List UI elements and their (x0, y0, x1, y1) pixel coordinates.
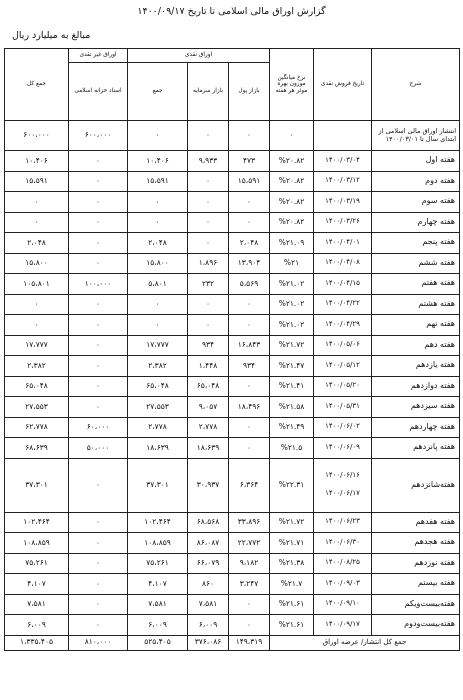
cell-date: ۱۴۰۰/۰۶/۲۳ (314, 512, 372, 533)
cell-capital-market: ۹،۰۵۷ (188, 397, 229, 418)
cell-treasury: ۰ (69, 233, 128, 254)
table-row (5, 171, 460, 192)
cell-total: ۶۰۰،۰۰۰ (5, 121, 69, 151)
cell-total: ۶،۰۰۹ (5, 615, 69, 636)
cell-desc: هفته هفتم (372, 274, 460, 295)
table-row (5, 533, 460, 554)
cell-total: ۳۷،۳۰۱ (5, 458, 69, 512)
cell-total: ۰ (5, 294, 69, 315)
table-row (5, 233, 460, 254)
cell-desc: هفته سوم (372, 192, 460, 213)
cell-money-market: ۱۸،۴۹۶ (229, 397, 270, 418)
cell-total: ۲،۳۸۲ (5, 356, 69, 377)
cell-treasury: ۰ (69, 335, 128, 356)
cell-total: ۱۰۸،۸۵۹ (5, 533, 69, 554)
cell-desc: هفته پانزدهم (372, 438, 460, 459)
table-row (5, 212, 460, 233)
cell-money-market: ۰ (229, 121, 270, 151)
cell-cash-sum: ۰ (128, 294, 188, 315)
cell-treasury: ۰ (69, 615, 128, 636)
cell-ytm: %۲۱.۷۲ (270, 512, 314, 533)
col-header-ytm: نرخ میانگین موزون بهره موثر هر هفته (270, 49, 314, 121)
cell-ytm: %۲۱.۴۹ (270, 417, 314, 438)
table-row-opening (5, 121, 460, 151)
cell-ytm: %۲۱.۰۲ (270, 294, 314, 315)
cell-ytm: %۲۱.۴۱ (270, 376, 314, 397)
cell-ytm: %۲۱ (270, 253, 314, 274)
cell-total: ۱۷،۷۷۷ (5, 335, 69, 356)
cell-ytm: ۰ (270, 121, 314, 151)
cell-cash-sum: ۱۷،۷۷۷ (128, 335, 188, 356)
cell-treasury: ۶۰۰،۰۰۰ (69, 121, 128, 151)
cell-desc: هفته نهم (372, 315, 460, 336)
cell-ytm: %۲۱.۰۲ (270, 274, 314, 295)
table-row (5, 615, 460, 636)
table-row (5, 294, 460, 315)
cell-total-desc: جمع کل انتشار/ عرضه اوراق (270, 635, 460, 650)
cell-date (314, 458, 372, 512)
cell-desc: هفته یازدهم (372, 356, 460, 377)
cell-ytm: %۲۱.۰۹ (270, 233, 314, 254)
cell-capital-market: ۳۷۶،۰۸۶ (188, 635, 229, 650)
cell-money-market: ۰ (229, 438, 270, 459)
table-row (5, 512, 460, 533)
cell-capital-market: ۱،۴۴۸ (188, 356, 229, 377)
cell-total: ۲،۰۴۸ (5, 233, 69, 254)
cell-total: ۰ (5, 192, 69, 213)
cell-date: ۱۴۰۰/۰۵/۰۶ (314, 335, 372, 356)
table-row (5, 356, 460, 377)
table-row (5, 335, 460, 356)
cell-date-line: ۱۴۰۰/۰۶/۱۶ (325, 471, 360, 480)
cell-date: ۱۴۰۰/۰۳/۰۴ (314, 151, 372, 172)
cell-money-market: ۴۷۳ (229, 151, 270, 172)
cell-capital-market: ۲۳۲ (188, 274, 229, 295)
cell-cash-sum: ۴،۱۰۷ (128, 574, 188, 595)
cell-cash-sum: ۷،۵۸۱ (128, 594, 188, 615)
cell-treasury: ۰ (69, 151, 128, 172)
table-row (5, 594, 460, 615)
cell-date: ۱۴۰۰/۰۹/۰۳ (314, 574, 372, 595)
cell-treasury: ۸۱۰،۰۰۰ (69, 635, 128, 650)
cell-date: ۱۴۰۰/۰۴/۱۵ (314, 274, 372, 295)
cell-money-market: ۳۳،۸۹۶ (229, 512, 270, 533)
cell-ytm: %۲۱.۴۷ (270, 356, 314, 377)
cell-treasury: ۶۰،۰۰۰ (69, 417, 128, 438)
col-header-desc: شرح (372, 49, 460, 121)
cell-money-market: ۶،۳۶۴ (229, 458, 270, 512)
cell-capital-market: ۰ (188, 233, 229, 254)
cell-cash-sum: ۲،۳۸۲ (128, 356, 188, 377)
cell-ytm: %۲۱.۳۸ (270, 553, 314, 574)
cell-capital-market: ۶۸،۵۶۸ (188, 512, 229, 533)
cell-total: ۶۸،۶۳۹ (5, 438, 69, 459)
cell-desc: هفته‌بیست‌ودوم (372, 615, 460, 636)
cell-desc: هفته هفدهم (372, 512, 460, 533)
cell-desc: هفته دوازدهم (372, 376, 460, 397)
col-header-sale-date: تاریخ فروش نقدی (314, 49, 372, 121)
cell-cash-sum: ۵۲۵،۴۰۵ (128, 635, 188, 650)
table-row (5, 151, 460, 172)
cell-ytm: %۲۱.۶۱ (270, 594, 314, 615)
cell-date: ۱۴۰۰/۰۴/۰۱ (314, 233, 372, 254)
cell-desc: هفته‌شانزدهم (372, 458, 460, 512)
cell-capital-market: ۲،۷۷۸ (188, 417, 229, 438)
cell-treasury: ۰ (69, 553, 128, 574)
cell-treasury: ۰ (69, 458, 128, 512)
cell-total: ۱۵،۸۰۰ (5, 253, 69, 274)
cell-cash-sum: ۱۰۸،۸۵۹ (128, 533, 188, 554)
cell-date (314, 121, 372, 151)
cell-ytm: %۲۱.۵ (270, 438, 314, 459)
cell-ytm: %۲۲.۳۱ (270, 458, 314, 512)
cell-capital-market: ۷،۵۸۱ (188, 594, 229, 615)
table-row (5, 253, 460, 274)
cell-cash-sum: ۲،۷۷۸ (128, 417, 188, 438)
cell-money-market: ۱۴۹،۳۱۹ (229, 635, 270, 650)
cell-total: ۰ (5, 212, 69, 233)
cell-ytm: %۲۰.۸۲ (270, 212, 314, 233)
cell-money-market: ۰ (229, 294, 270, 315)
cell-total: ۷۵،۲۶۱ (5, 553, 69, 574)
cell-treasury: ۰ (69, 294, 128, 315)
cell-treasury: ۵۰،۰۰۰ (69, 438, 128, 459)
cell-money-market: ۵،۵۶۹ (229, 274, 270, 295)
cell-capital-market: ۰ (188, 121, 229, 151)
cell-total: ۱۰۲،۴۶۴ (5, 512, 69, 533)
cell-money-market: ۰ (229, 315, 270, 336)
table-row (5, 192, 460, 213)
cell-capital-market: ۸۶۰ (188, 574, 229, 595)
col-header-money-market: بازار پول (229, 63, 270, 121)
col-group-cash: اوراق نقدی (128, 49, 270, 63)
cell-money-market: ۲،۰۴۸ (229, 233, 270, 254)
cell-date: ۱۴۰۰/۰۴/۲۲ (314, 294, 372, 315)
cell-date: ۱۴۰۰/۰۹/۱۷ (314, 615, 372, 636)
col-group-noncash: اوراق غیر نقدی (69, 49, 128, 63)
cell-ytm: %۲۰.۸۲ (270, 192, 314, 213)
cell-money-market: ۰ (229, 417, 270, 438)
cell-desc: هفته نوزدهم (372, 553, 460, 574)
cell-cash-sum: ۰ (128, 121, 188, 151)
cell-money-market: ۱۵،۵۹۱ (229, 171, 270, 192)
cell-cash-sum: ۷۵،۲۶۱ (128, 553, 188, 574)
cell-total: ۶۲،۷۷۸ (5, 417, 69, 438)
cell-date: ۱۴۰۰/۰۳/۲۶ (314, 212, 372, 233)
cell-money-market: ۰ (229, 615, 270, 636)
cell-desc: هفته ششم (372, 253, 460, 274)
cell-ytm: %۲۱.۶۱ (270, 615, 314, 636)
cell-treasury: ۰ (69, 315, 128, 336)
cell-desc: انتشار اوراق مالی اسلامی از ابتدای سال تا ۱۴۰۰/۰۳/۰۱ (372, 121, 460, 151)
cell-total: ۶۵،۰۴۸ (5, 376, 69, 397)
cell-date: ۱۴۰۰/۰۴/۲۹ (314, 315, 372, 336)
cell-capital-market: ۱۸،۶۳۹ (188, 438, 229, 459)
bonds-table (4, 48, 460, 651)
cell-capital-market: ۰ (188, 294, 229, 315)
cell-cash-sum: ۱۵،۵۹۱ (128, 171, 188, 192)
cell-capital-market: ۰ (188, 171, 229, 192)
cell-treasury: ۰ (69, 594, 128, 615)
cell-money-market: ۱۳،۹۰۴ (229, 253, 270, 274)
cell-treasury: ۰ (69, 376, 128, 397)
cell-capital-market: ۸۶،۰۸۷ (188, 533, 229, 554)
cell-cash-sum: ۵،۸۰۱ (128, 274, 188, 295)
cell-date: ۱۴۰۰/۰۳/۱۹ (314, 192, 372, 213)
cell-total: ۱،۳۳۵،۴۰۵ (5, 635, 69, 650)
cell-desc: هفته هجدهم (372, 533, 460, 554)
table-row (5, 458, 460, 512)
cell-cash-sum: ۱۵،۸۰۰ (128, 253, 188, 274)
cell-cash-sum: ۰ (128, 315, 188, 336)
col-header-cash-sum: جمع (128, 63, 188, 121)
cell-cash-sum: ۲،۰۴۸ (128, 233, 188, 254)
cell-treasury: ۰ (69, 397, 128, 418)
cell-cash-sum: ۰ (128, 192, 188, 213)
cell-capital-market: ۶۵،۰۴۸ (188, 376, 229, 397)
cell-treasury: ۰ (69, 212, 128, 233)
cell-ytm: %۲۱.۵۸ (270, 397, 314, 418)
units-note: مبالغ به میلیارد ریال (12, 30, 91, 41)
cell-capital-market: ۳۰،۹۳۷ (188, 458, 229, 512)
cell-cash-sum: ۱۸،۶۳۹ (128, 438, 188, 459)
cell-desc: هفته دوم (372, 171, 460, 192)
cell-treasury: ۰ (69, 171, 128, 192)
col-header-capital-market: بازار سرمایه (188, 63, 229, 121)
cell-capital-market: ۶۶،۰۷۹ (188, 553, 229, 574)
cell-capital-market: ۶،۰۰۹ (188, 615, 229, 636)
report-title: گزارش اوراق مالی اسلامی تا تاریخ ۱۴۰۰/۰۹/۱۷ (137, 6, 326, 17)
cell-capital-market: ۹۳۴ (188, 335, 229, 356)
cell-total: ۰ (5, 315, 69, 336)
cell-money-market: ۹۳۴ (229, 356, 270, 377)
table-row (5, 376, 460, 397)
cell-total: ۷،۵۸۱ (5, 594, 69, 615)
cell-treasury: ۰ (69, 512, 128, 533)
cell-cash-sum: ۶۵،۰۴۸ (128, 376, 188, 397)
cell-money-market: ۰ (229, 594, 270, 615)
cell-ytm: %۲۰.۸۲ (270, 151, 314, 172)
cell-ytm: %۲۱.۰۲ (270, 315, 314, 336)
table-row (5, 274, 460, 295)
cell-date: ۱۴۰۰/۰۵/۱۲ (314, 356, 372, 377)
cell-capital-market: ۰ (188, 315, 229, 336)
col-header-treasury: اسناد خزانه اسلامی (69, 63, 128, 121)
table-row (5, 438, 460, 459)
cell-date-line: ۱۴۰۰/۰۶/۱۷ (325, 489, 360, 497)
cell-treasury: ۰ (69, 253, 128, 274)
cell-cash-sum: ۳۷،۳۰۱ (128, 458, 188, 512)
cell-date: ۱۴۰۰/۰۸/۲۵ (314, 553, 372, 574)
cell-ytm: %۲۱.۷۱ (270, 533, 314, 554)
cell-total: ۱۵،۵۹۱ (5, 171, 69, 192)
cell-date: ۱۴۰۰/۰۶/۰۹ (314, 438, 372, 459)
cell-money-market: ۳،۲۴۷ (229, 574, 270, 595)
cell-cash-sum: ۱۰،۴۰۶ (128, 151, 188, 172)
table-row (5, 574, 460, 595)
cell-money-market: ۰ (229, 192, 270, 213)
cell-desc: هفته سیزدهم (372, 397, 460, 418)
cell-date: ۱۴۰۰/۰۹/۱۰ (314, 594, 372, 615)
cell-treasury: ۰ (69, 192, 128, 213)
cell-cash-sum: ۲۷،۵۵۳ (128, 397, 188, 418)
cell-money-market: ۲۲،۷۷۲ (229, 533, 270, 554)
cell-capital-market: ۰ (188, 192, 229, 213)
cell-date: ۱۴۰۰/۰۵/۳۱ (314, 397, 372, 418)
cell-cash-sum: ۱۰۲،۴۶۴ (128, 512, 188, 533)
cell-desc: هفته اول (372, 151, 460, 172)
table-row (5, 553, 460, 574)
cell-date: ۱۴۰۰/۰۵/۲۰ (314, 376, 372, 397)
cell-date: ۱۴۰۰/۰۶/۰۲ (314, 417, 372, 438)
cell-ytm: %۲۱.۷۲ (270, 335, 314, 356)
cell-treasury: ۰ (69, 533, 128, 554)
cell-capital-market: ۹،۹۳۳ (188, 151, 229, 172)
cell-desc: هفته‌بیست‌ویکم (372, 594, 460, 615)
cell-desc: هفته دهم (372, 335, 460, 356)
cell-total: ۱۰،۴۰۶ (5, 151, 69, 172)
cell-treasury: ۱۰۰،۰۰۰ (69, 274, 128, 295)
cell-money-market: ۹،۱۸۲ (229, 553, 270, 574)
cell-desc: هفته بیستم (372, 574, 460, 595)
cell-treasury: ۰ (69, 356, 128, 377)
cell-capital-market: ۱،۸۹۶ (188, 253, 229, 274)
cell-date: ۱۴۰۰/۰۳/۱۲ (314, 171, 372, 192)
cell-money-market: ۱۶،۸۴۳ (229, 335, 270, 356)
cell-desc: هفته چهارم (372, 212, 460, 233)
col-header-total: جمع کل (5, 49, 69, 121)
cell-total: ۴،۱۰۷ (5, 574, 69, 595)
cell-total: ۱۰۵،۸۰۱ (5, 274, 69, 295)
cell-desc: هفته پنجم (372, 233, 460, 254)
table-row (5, 315, 460, 336)
table-row (5, 397, 460, 418)
cell-money-market: ۰ (229, 212, 270, 233)
cell-ytm: %۲۰.۸۲ (270, 171, 314, 192)
cell-money-market: ۰ (229, 376, 270, 397)
cell-cash-sum: ۰ (128, 212, 188, 233)
cell-cash-sum: ۶،۰۰۹ (128, 615, 188, 636)
cell-ytm: %۲۱.۷ (270, 574, 314, 595)
table-row (5, 417, 460, 438)
table-row-total (5, 635, 460, 650)
cell-desc: هفته هشتم (372, 294, 460, 315)
cell-date: ۱۴۰۰/۰۴/۰۸ (314, 253, 372, 274)
cell-capital-market: ۰ (188, 212, 229, 233)
cell-treasury: ۰ (69, 574, 128, 595)
cell-desc: هفته چهاردهم (372, 417, 460, 438)
cell-date: ۱۴۰۰/۰۶/۳۰ (314, 533, 372, 554)
cell-total: ۲۷،۵۵۳ (5, 397, 69, 418)
